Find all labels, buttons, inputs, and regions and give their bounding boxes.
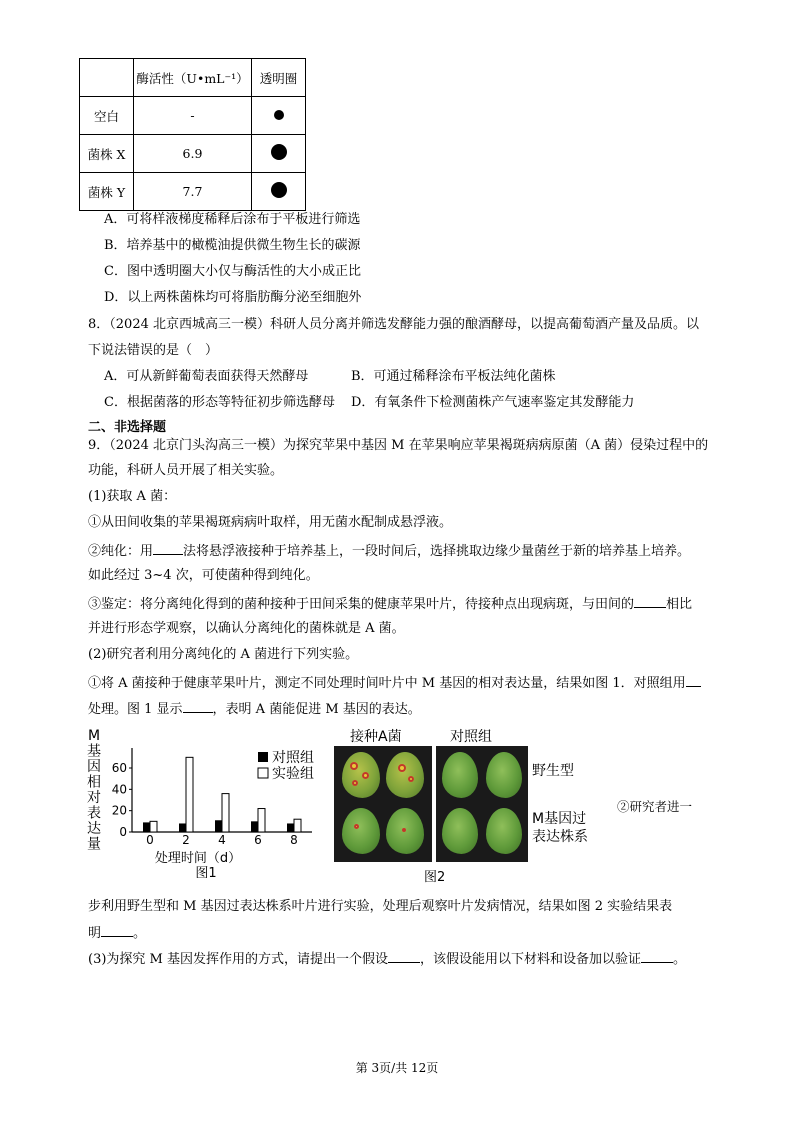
table-cell-activity: 7.7 [134, 173, 252, 211]
chart-ylabel-char: 基 [87, 743, 101, 760]
answer-blank[interactable] [183, 698, 213, 713]
table-cell-halo [252, 135, 306, 173]
figure2 [332, 728, 652, 885]
halo-large-dot [271, 182, 287, 198]
fig2-row-label: 表达株系 [532, 829, 588, 845]
q9-line [88, 948, 686, 970]
chart-bar-experiment [294, 819, 301, 832]
q8-option-b: B．可通过稀释涂布平板法纯化菌株 [351, 369, 556, 384]
chart-bar-control [215, 820, 222, 832]
table-header-cell: 透明圈 [252, 59, 306, 97]
table-cell-strain: 菌株 Y [80, 173, 134, 211]
chart-ylabel-char: 相 [87, 774, 101, 791]
fig2-photo-control [436, 746, 528, 862]
chart-y-tick-label: 40 [111, 782, 127, 797]
q9-line: 9．（2024 北京门头沟高三一模）为探究苹果中基因 M 在苹果响应苹果褐斑病病原菌（A 菌）侵染过程中的 [88, 438, 709, 453]
figure1-caption: 图1 [195, 866, 217, 878]
chart-x-tick-label: 4 [218, 833, 226, 847]
q8-stem-line2: 下说法错误的是（ ） [88, 343, 219, 358]
halo-large-dot [271, 144, 287, 160]
fig2-photo-inoculated [334, 746, 432, 862]
q9-line: (1)获取 A 菌： [88, 489, 177, 504]
q9-line [88, 593, 692, 615]
chart-x-tick-label: 8 [290, 833, 298, 847]
chart-ylabel-char: 对 [87, 790, 101, 806]
q9-line: 并进行形态学观察，以确认分离纯化的菌株就是 A 菌。 [88, 621, 405, 636]
answer-blank[interactable] [686, 672, 701, 687]
q9-line [88, 698, 421, 720]
leaf-healthy [442, 752, 478, 798]
fig2-row-label: M基因过 [532, 811, 587, 827]
table-cell-halo [252, 173, 306, 211]
leaf-diseased [386, 752, 424, 798]
q9-text: ①将 A 菌接种于健康苹果叶片，测定不同处理时间叶片中 M 基因的相对表达量，结果如图 1．对照组用 [88, 676, 686, 691]
table-row [80, 97, 306, 135]
leaf-healthy [486, 752, 522, 798]
q9-text: 处理。图 1 显示 [88, 702, 183, 717]
legend-label-experiment: 实验组 [272, 766, 314, 782]
chart-x-tick-label: 2 [182, 833, 190, 847]
chart-bar-experiment [222, 794, 229, 832]
q9-text: ，该假设能用以下材料和设备加以验证 [420, 952, 642, 967]
leaf-healthy [442, 808, 478, 854]
q9-text: ，表明 A 菌能促进 M 基因的表达。 [212, 702, 421, 717]
q9-line: ①从田间收集的苹果褐斑病病叶取样，用无菌水配制成悬浮液。 [88, 515, 453, 530]
q7-option-d: D．以上两株菌株均可将脂肪酶分泌至细胞外 [104, 290, 362, 305]
q9-text: ③鉴定：将分离纯化得到的菌种接种于田间采集的健康苹果叶片，待接种点出现病斑，与田间的 [88, 597, 635, 612]
leaf-mild [386, 808, 424, 854]
chart-xlabel: 处理时间（d） [154, 851, 242, 866]
leaf-diseased [342, 752, 380, 798]
table-cell-activity: 6.9 [134, 135, 252, 173]
q9-text: ②纯化：用 [88, 544, 154, 559]
legend-label-control: 对照组 [272, 750, 314, 766]
q9-text: 。 [673, 952, 687, 967]
q7-option-b: B．培养基中的橄榄油提供微生物生长的碳源 [104, 238, 361, 253]
chart-bar-control [251, 821, 258, 832]
q7-option-c: C．图中透明圈大小仅与酶活性的大小成正比 [104, 264, 361, 279]
q9-side-text: ②研究者进一 [617, 799, 693, 814]
fig2-col-label: 对照组 [450, 729, 492, 745]
table-header-cell [80, 59, 134, 97]
enzyme-table [79, 58, 306, 211]
q9-line: 如此经过 3~4 次，可使菌种得到纯化。 [88, 568, 319, 583]
chart-bar-experiment [186, 757, 193, 832]
chart-y-tick-label: 60 [111, 761, 127, 775]
q9-line: 步利用野生型和 M 基因过表达株系叶片进行实验，处理后观察叶片发病情况，结果如图 2 实验结果表 [88, 899, 673, 914]
table-row [80, 173, 306, 211]
chart-bar-control [179, 823, 186, 832]
legend-swatch-control [258, 752, 268, 762]
leaf-mild [342, 808, 380, 854]
chart-ylabel-char: M [87, 728, 101, 744]
fig2-col-label: 接种A菌 [350, 729, 402, 745]
chart-y-tick-label: 20 [111, 803, 127, 818]
fig2-row-label: 野生型 [532, 763, 574, 779]
q9-text: 相比 [666, 597, 693, 612]
q7-option-a: A．可将样液梯度稀释后涂布于平板进行筛选 [104, 212, 361, 227]
halo-small-dot [274, 110, 284, 120]
q8-option-d: D．有氧条件下检测菌株产气速率鉴定其发酵能力 [351, 395, 635, 410]
answer-blank[interactable] [641, 948, 673, 963]
chart-ylabel-char: 表 [87, 805, 101, 822]
answer-blank[interactable] [388, 948, 420, 963]
answer-blank[interactable] [634, 593, 666, 608]
q9-line: (2)研究者利用分离纯化的 A 菌进行下列实验。 [88, 647, 359, 662]
leaf-healthy [486, 808, 522, 854]
table-cell-activity: - [134, 97, 252, 135]
figure1-chart [80, 728, 340, 878]
q8-stem-line1: 8．（2024 北京西城高三一模）科研人员分离并筛选发酵能力强的酿酒酵母，以提高葡萄酒产量及品质。以 [88, 317, 699, 332]
chart-bar-experiment [150, 821, 157, 832]
table-header-cell: 酶活性（U•mL⁻¹） [134, 59, 252, 97]
chart-ylabel-char: 达 [87, 821, 101, 837]
chart-bar-control [143, 822, 150, 832]
q9-line [88, 672, 701, 694]
chart-y-tick-label: 0 [119, 825, 127, 839]
table-row [80, 135, 306, 173]
chart-ylabel-char: 量 [87, 836, 101, 853]
q8-option-a: A．可从新鲜葡萄表面获得天然酵母 [104, 369, 309, 384]
chart-ylabel [87, 728, 101, 853]
section-heading: 二、非选择题 [88, 420, 167, 435]
q9-text: (3)为探究 M 基因发挥作用的方式，请提出一个假设 [88, 952, 388, 967]
q9-text: 法将悬浮液接种于培养基上，一段时间后，选择挑取边缘少量菌丝于新的培养基上培养。 [183, 544, 691, 559]
answer-blank[interactable] [153, 540, 183, 555]
chart-ylabel-char: 因 [87, 759, 101, 775]
q9-text: 明 [88, 926, 102, 941]
table-cell-halo [252, 97, 306, 135]
page-footer: 第 3页/共 12页 [355, 1061, 439, 1075]
q9-text: 。 [133, 926, 147, 941]
chart-bar-control [287, 823, 294, 832]
q9-line: 功能，科研人员开展了相关实验。 [88, 463, 284, 478]
q9-line [88, 540, 690, 562]
chart-x-tick-label: 6 [254, 833, 262, 847]
q9-line [88, 922, 146, 944]
answer-blank[interactable] [101, 922, 133, 937]
q8-option-c: C．根据菌落的形态等特征初步筛选酵母 [104, 395, 335, 410]
table-cell-strain: 空白 [80, 97, 134, 135]
chart-bar-experiment [258, 809, 265, 832]
legend-swatch-experiment [258, 768, 268, 778]
table-cell-strain: 菌株 X [80, 135, 134, 173]
chart-x-tick-label: 0 [146, 833, 154, 847]
figure2-caption: 图2 [424, 870, 446, 885]
